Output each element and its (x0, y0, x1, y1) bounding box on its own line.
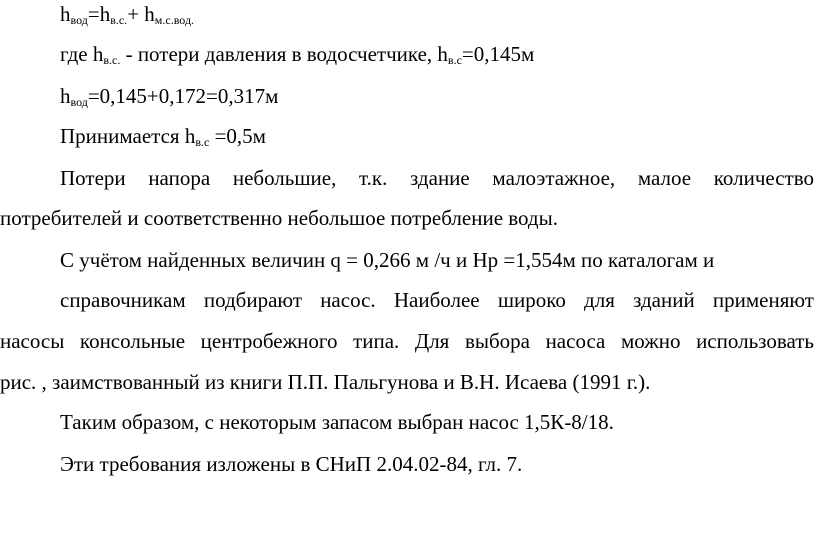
paragraph-line: справочникам подбирают насос. Наиболее широко для зданий применяют (60, 288, 814, 312)
accepted-value-line (0, 122, 816, 150)
paragraph-text: Принимается (60, 124, 185, 148)
paragraph-line: Потери напора небольшие, т.к. здание малоэтажное, малое количество (60, 166, 814, 190)
paragraph-line: насосы консольные центробежного типа. Для выбора насоса можно использовать (0, 329, 814, 353)
paragraph-text: =0,5м (209, 124, 266, 148)
paragraph-line: Таким образом, с некоторым запасом выбран насос 1,5К-8/18. (60, 410, 614, 434)
paragraph-line: потребителей и соответственно небольшое потребление воды. (0, 206, 558, 230)
paragraph-line: рис. , заимствованный из книги П.П. Пальгунова и В.Н. Исаева (1991 г.). (0, 370, 651, 394)
calculation-line (0, 82, 816, 110)
formula-symbol: h (92, 42, 104, 66)
formula-symbol: h (60, 84, 71, 108)
definition-line (0, 40, 816, 68)
formula-subscript: м.с.вод. (154, 13, 195, 27)
formula-subscript: вод (70, 95, 88, 109)
formula-text: = (87, 2, 100, 26)
formula-text: + (127, 2, 145, 26)
paragraph-text: =0,145м (461, 42, 535, 66)
formula-symbol: h (437, 42, 448, 66)
formula-subscript: в.с. (110, 13, 128, 27)
formula-symbol: h (60, 2, 71, 26)
paragraph-line: С учётом найденных величин q = 0,266 м /ч и Нр =1,554м по каталогам и (60, 248, 715, 272)
formula-hvod (0, 0, 816, 28)
formula-subscript: в.с. (103, 53, 121, 67)
formula-subscript: в.с (447, 53, 462, 67)
paragraph-text: - потери давления в водосчетчике, (120, 42, 438, 66)
formula-symbol: h (99, 2, 111, 26)
formula-subscript: в.с (195, 135, 210, 149)
formula-symbol: h (144, 2, 155, 26)
formula-symbol: h (184, 124, 196, 148)
paragraph-text: где (60, 42, 93, 66)
paragraph-line: Эти требования изложены в СНиП 2.04.02-84, гл. 7. (60, 452, 523, 476)
formula-text: =0,145+0,172=0,317м (87, 84, 279, 108)
formula-subscript: вод (70, 13, 88, 27)
